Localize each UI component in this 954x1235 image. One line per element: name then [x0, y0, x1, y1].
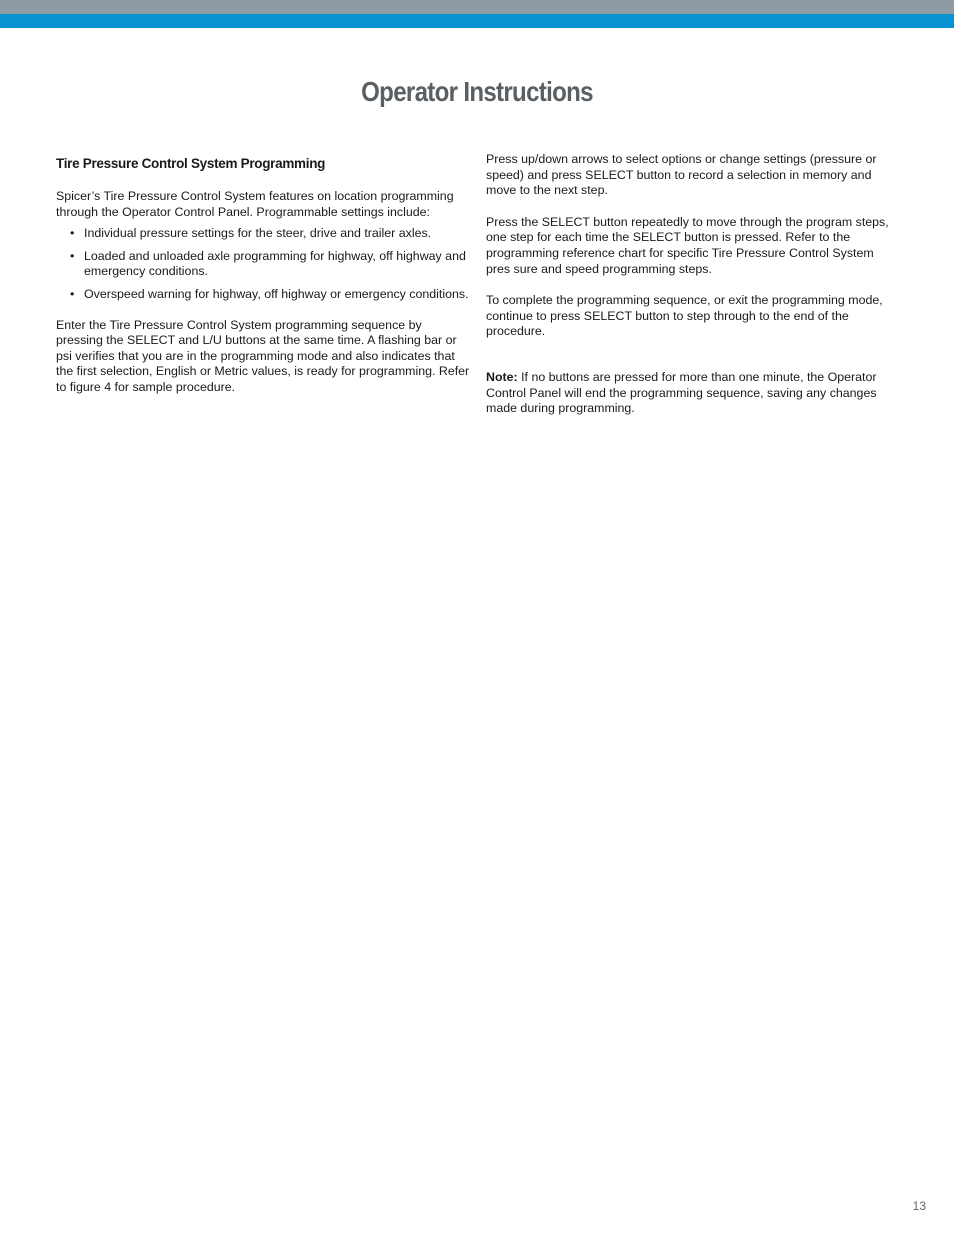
header-blue-band [0, 14, 954, 28]
note-text: If no buttons are pressed for more than one minute, the Operator Control Panel will end the programming sequence, saving any changes made during programming. [486, 369, 877, 416]
list-item-text: Overspeed warning for highway, off highway or emergency conditions. [84, 286, 469, 301]
section-heading: Tire Pressure Control System Programming [56, 156, 326, 171]
intro-paragraph: Spicer’s Tire Pressure Control System features on location programming through the Operator Control Panel. Programmable settings include: [56, 189, 454, 219]
bullet-icon: • [70, 226, 75, 241]
list-item-text: Individual pressure settings for the steer, drive and trailer axles. [84, 226, 432, 241]
programming-entry-paragraph: Enter the Tire Pressure Control System programming sequence by pressing the SELECT and L/U buttons at the same time. A flashing bar or psi verifies that you are in the programming mode and also indicates that the first selection, English or Metric values, is ready for programming. Refer to figure 4 for sample procedure. [56, 317, 470, 394]
page-number: 13 [912, 1199, 926, 1213]
right-column [486, 152, 900, 417]
bullet-icon: • [70, 248, 75, 263]
list-item-text: Loaded and unloaded axle programming for highway, off highway and emergency conditions. [84, 248, 466, 279]
left-column [56, 155, 470, 396]
complete-paragraph: To complete the programming sequence, or exit the programming mode, continue to press SELECT button to step through to the end of the procedure. [486, 293, 883, 339]
list-item [56, 226, 470, 242]
list-item [56, 249, 470, 280]
select-paragraph: Press the SELECT button repeatedly to move through the program steps, one step for each time the SELECT button is pressed. Refer to the programming reference chart for specific Tire Pressure Control System pres sure and speed programming steps. [486, 214, 889, 276]
list-item [56, 287, 470, 303]
settings-list [56, 226, 470, 302]
header-gray-band [0, 0, 954, 14]
note-paragraph [486, 370, 900, 417]
page-title: Operator Instructions [361, 76, 593, 107]
arrows-paragraph: Press up/down arrows to select options or change settings (pressure or speed) and press SELECT button to record a selection in memory and move to the next step. [486, 152, 877, 198]
bullet-icon: • [70, 286, 75, 301]
note-label: Note: [486, 369, 518, 384]
